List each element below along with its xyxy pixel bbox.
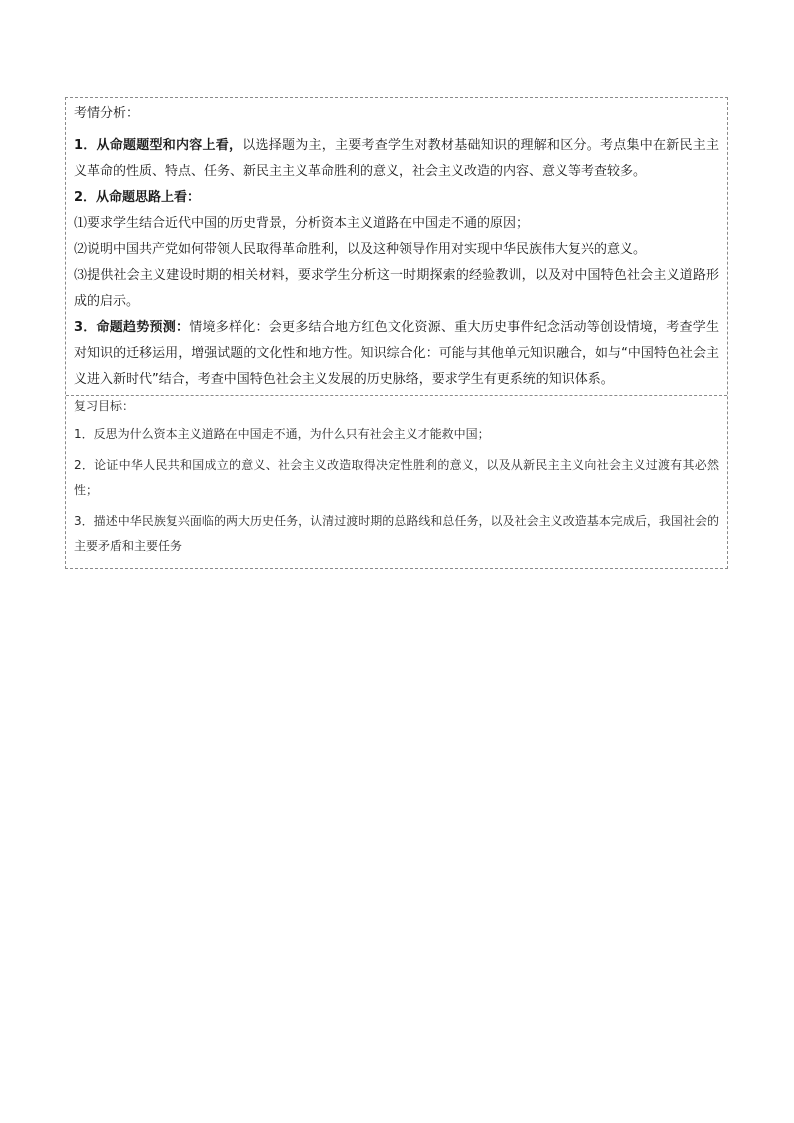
analysis-point-2-lead: 从命题思路上看： (96, 190, 201, 205)
exam-analysis-table (65, 97, 728, 569)
analysis-point-1-lead: 从命题题型和内容上看， (96, 138, 243, 153)
analysis-point-1-number: 1． (74, 138, 97, 153)
analysis-point-1 (74, 133, 719, 185)
analysis-point-3 (74, 315, 719, 393)
review-goals-heading: 复习目标： (74, 399, 135, 413)
analysis-point-2-number: 2． (74, 190, 97, 205)
exam-analysis-heading: 考情分析： (74, 106, 140, 121)
analysis-point-3-lead: 命题趋势预测： (96, 320, 190, 335)
exam-analysis-cell (66, 98, 727, 395)
analysis-point-1-body: 以选择题为主，主要考查学生对教材基础知识的理解和区分。考点集中在新民主主义革命的性质、特点、任务、新民主主义革命胜利的意义，社会主义改造的内容、意义等考查较多。 (74, 138, 719, 179)
review-goal-item: 2．论证中华人民共和国成立的意义、社会主义改造取得决定性胜利的意义，以及从新民主主义向社会主义过渡有其必然性； (74, 458, 719, 497)
review-goals-cell (66, 395, 727, 568)
analysis-point-3-number: 3． (74, 320, 97, 335)
analysis-point-2-item: ⑴要求学生结合近代中国的历史背景，分析资本主义道路在中国走不通的原因； (74, 216, 530, 231)
analysis-point-3-body: 情境多样化：会更多结合地方红色文化资源、重大历史事件纪念活动等创设情境，考查学生对知识的迁移运用，增强试题的文化性和地方性。知识综合化：可能与其他单元知识融合，如与“中国特色社会主义进入新时代”结合，考查中国特色社会主义发展的历史脉络，要求学生有更系统的知识体系。 (74, 320, 719, 387)
review-goal-item: 1．反思为什么资本主义道路在中国走不通，为什么只有社会主义才能救中国； (74, 427, 490, 441)
analysis-point-2-item: ⑶提供社会主义建设时期的相关材料，要求学生分析这一时期探索的经验教训，以及对中国特色社会主义道路形成的启示。 (74, 268, 719, 309)
analysis-point-2 (74, 185, 719, 211)
analysis-point-2-item: ⑵说明中国共产党如何带领人民取得革命胜利，以及这种领导作用对实现中华民族伟大复兴的意义。 (74, 242, 647, 257)
review-goal-item: 3．描述中华民族复兴面临的两大历史任务，认清过渡时期的总路线和总任务，以及社会主义改造基本完成后，我国社会的主要矛盾和主要任务 (74, 514, 719, 553)
